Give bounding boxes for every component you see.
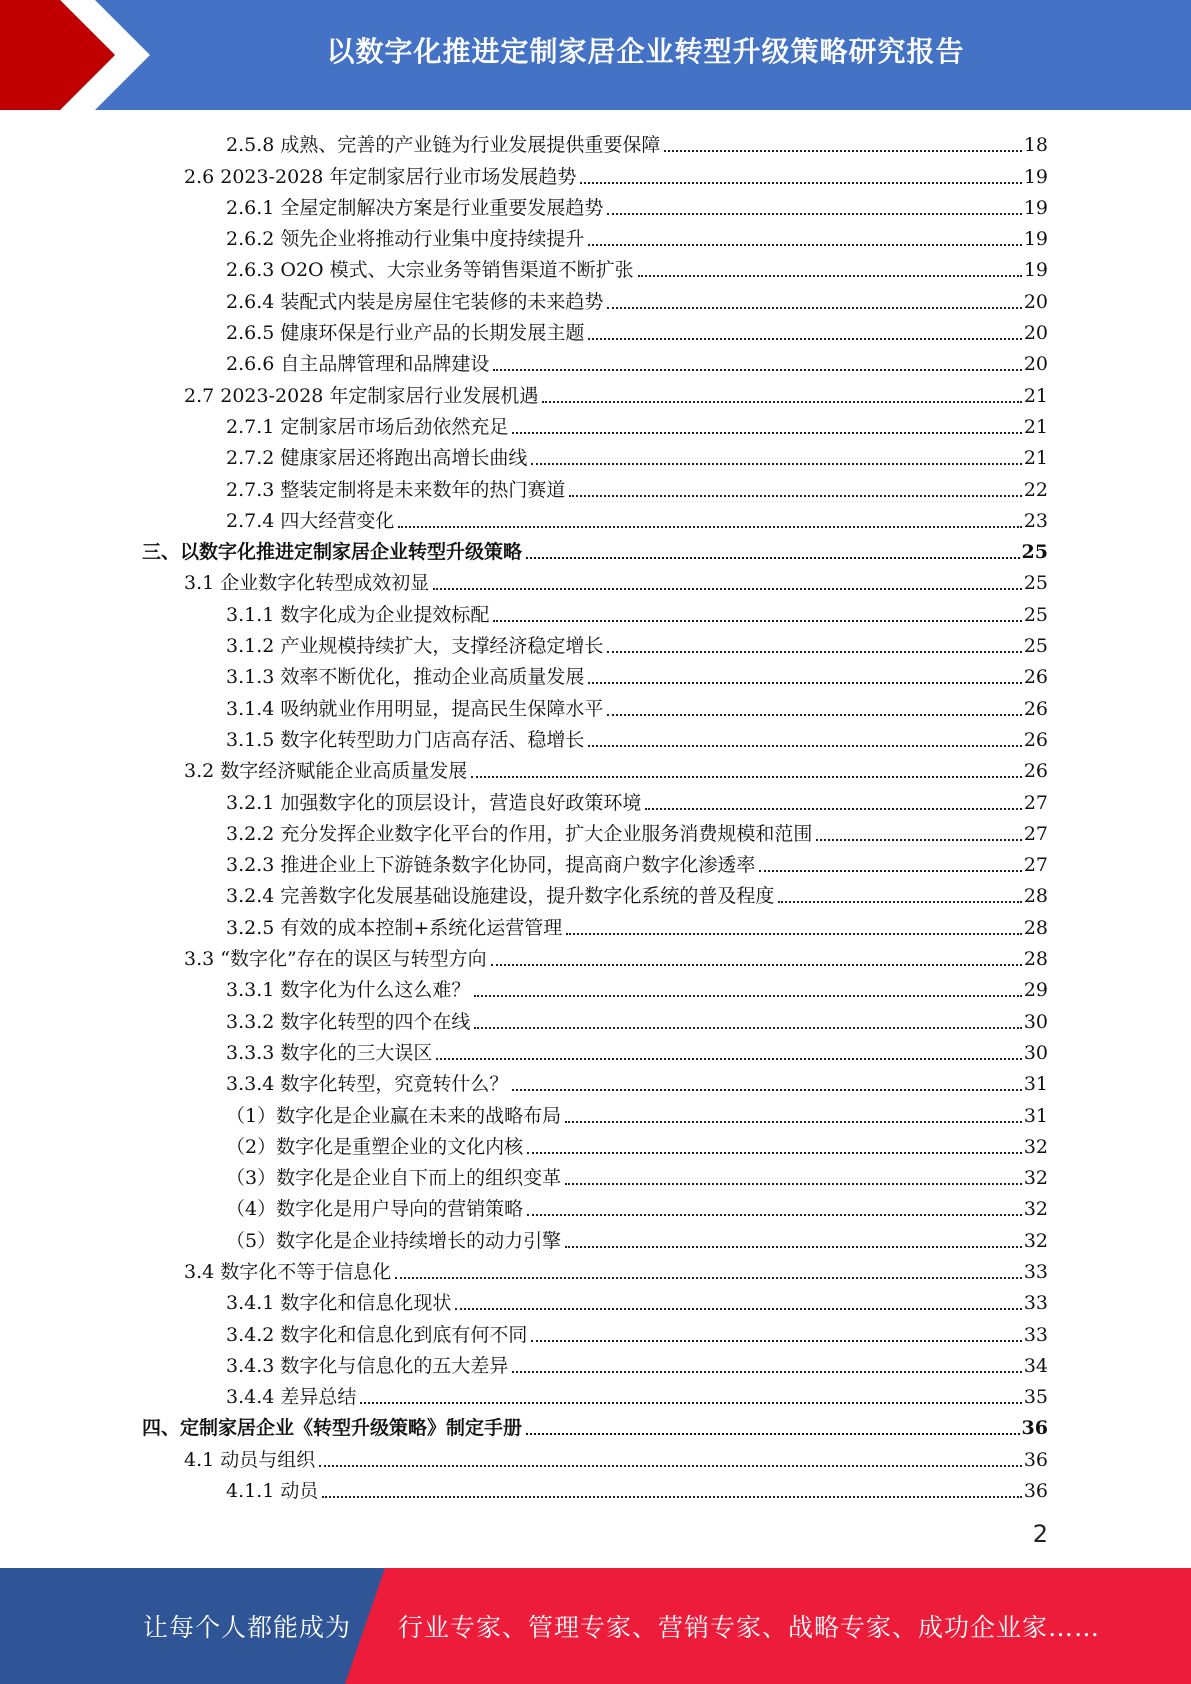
toc-entry-page: 36 <box>1021 1417 1048 1440</box>
toc-entry-title: 2.7 2023-2028 年定制家居行业发展机遇 <box>184 384 539 407</box>
toc-dot-leader <box>759 870 1021 872</box>
toc-entry-page: 28 <box>1023 916 1048 939</box>
toc-entry-page: 34 <box>1023 1354 1048 1377</box>
toc-entry-title: 3.4.2 数字化和信息化到底有何不同 <box>226 1323 528 1346</box>
toc-dot-leader <box>566 933 1022 935</box>
toc-entry[interactable] <box>142 221 1048 252</box>
toc-entry-title: 3.2.2 充分发挥企业数字化平台的作用，扩大企业服务消费规模和范围 <box>226 822 813 845</box>
toc-entry-page: 20 <box>1023 322 1048 345</box>
toc-entry-page: 32 <box>1023 1198 1048 1221</box>
toc-entry[interactable] <box>142 1441 1048 1472</box>
toc-dot-leader <box>569 495 1021 497</box>
toc-entry[interactable] <box>142 534 1048 565</box>
toc-dot-leader <box>588 745 1021 747</box>
toc-entry-page: 19 <box>1023 259 1048 282</box>
toc-dot-leader <box>360 1402 1021 1404</box>
toc-entry-page: 36 <box>1023 1448 1048 1471</box>
toc-entry-title: 2.6 2023-2028 年定制家居行业市场发展趋势 <box>184 165 577 188</box>
toc-entry-title: 3.2.5 有效的成本控制+系统化运营管理 <box>226 916 563 939</box>
toc-entry-page: 21 <box>1023 384 1048 407</box>
toc-dot-leader <box>433 588 1022 590</box>
toc-entry-title: 3.1.4 吸纳就业作用明显，提高民生保障水平 <box>226 697 604 720</box>
page-footer <box>0 1568 1191 1684</box>
toc-dot-leader <box>512 432 1021 434</box>
toc-entry-title: 3.1.2 产业规模持续扩大，支撑经济稳定增长 <box>226 635 604 658</box>
toc-entry[interactable] <box>142 409 1048 440</box>
footer-slogan-roles: 行业专家、管理专家、营销专家、战略专家、成功企业家…… <box>398 1613 1101 1642</box>
toc-entry-page: 22 <box>1023 478 1048 501</box>
toc-entry-page: 26 <box>1023 666 1048 689</box>
toc-entry-title: 四、定制家居企业《转型升级策略》制定手册 <box>142 1417 523 1440</box>
toc-entry-title: 3.3 “数字化”存在的误区与转型方向 <box>184 948 487 971</box>
toc-entry-title: 4.1 动员与组织 <box>184 1448 316 1471</box>
toc-dot-leader <box>607 714 1021 716</box>
toc-entry-title: 3.2 数字经济赋能企业高质量发展 <box>184 760 468 783</box>
toc-entry-page: 35 <box>1023 1386 1048 1409</box>
toc-entry[interactable] <box>142 1254 1048 1285</box>
toc-entry-page: 30 <box>1023 1010 1048 1033</box>
toc-dot-leader <box>588 244 1021 246</box>
toc-entry[interactable] <box>142 1379 1048 1410</box>
toc-dot-leader <box>588 682 1021 684</box>
toc-dot-leader <box>607 651 1021 653</box>
toc-dot-leader <box>778 901 1021 903</box>
toc-entry-title: （4）数字化是用户导向的营销策略 <box>226 1198 524 1221</box>
toc-entry-page: 31 <box>1023 1073 1048 1096</box>
toc-entry[interactable] <box>142 847 1048 878</box>
toc-entry-title: 3.2.4 完善数字化发展基础设施建设，提升数字化系统的普及程度 <box>226 885 775 908</box>
toc-entry-title: 2.7.3 整装定制将是未来数年的热门赛道 <box>226 478 566 501</box>
toc-dot-leader <box>474 1027 1021 1029</box>
toc-entry[interactable] <box>142 158 1048 189</box>
toc-entry-page: 32 <box>1023 1135 1048 1158</box>
toc-entry-page: 19 <box>1023 228 1048 251</box>
toc-entry-title: 3.1.5 数字化转型助力门店高存活、稳增长 <box>226 728 585 751</box>
toc-entry-page: 21 <box>1023 447 1048 470</box>
toc-dot-leader <box>607 307 1021 309</box>
toc-entry[interactable] <box>142 659 1048 690</box>
toc-entry-title: 3.3.2 数字化转型的四个在线 <box>226 1010 471 1033</box>
toc-entry-title: 3.3.1 数字化为什么这么难？ <box>226 979 471 1002</box>
toc-entry-page: 28 <box>1023 948 1048 971</box>
toc-entry[interactable] <box>142 816 1048 847</box>
toc-entry-title: 3.4.3 数字化与信息化的五大差异 <box>226 1354 509 1377</box>
toc-entry[interactable] <box>142 1160 1048 1191</box>
toc-entry-page: 31 <box>1023 1104 1048 1127</box>
toc-entry[interactable] <box>142 346 1048 377</box>
toc-dot-leader <box>322 1496 1021 1498</box>
toc-dot-leader <box>531 463 1021 465</box>
toc-entry[interactable] <box>142 1066 1048 1097</box>
toc-dot-leader <box>319 1465 1022 1467</box>
toc-entry[interactable] <box>142 596 1048 627</box>
toc-dot-leader <box>565 1121 1022 1123</box>
toc-dot-leader <box>493 369 1021 371</box>
toc-entry-page: 33 <box>1023 1292 1048 1315</box>
toc-entry-page: 21 <box>1023 415 1048 438</box>
toc-dot-leader <box>527 1214 1022 1216</box>
toc-entry-page: 18 <box>1023 134 1048 157</box>
toc-entry[interactable] <box>142 878 1048 909</box>
toc-entry-page: 26 <box>1023 697 1048 720</box>
toc-entry[interactable] <box>142 628 1048 659</box>
toc-entry[interactable] <box>142 127 1048 158</box>
toc-entry-page: 30 <box>1023 1041 1048 1064</box>
page-header <box>0 0 1191 110</box>
toc-entry-page: 27 <box>1023 791 1048 814</box>
toc-dot-leader <box>512 1089 1021 1091</box>
toc-dot-leader <box>565 1246 1022 1248</box>
toc-entry-title: 3.2.3 推进企业上下游链条数字化协同，提高商户数字化渗透率 <box>226 854 756 877</box>
toc-dot-leader <box>526 1433 1020 1435</box>
toc-entry[interactable] <box>142 722 1048 753</box>
toc-entry-title: （3）数字化是企业自下而上的组织变革 <box>226 1167 562 1190</box>
toc-entry[interactable] <box>142 471 1048 502</box>
page-number: 2 <box>1032 1520 1048 1548</box>
report-title: 以数字化推进定制家居企业转型升级策略研究报告 <box>326 35 965 68</box>
toc-entry-page: 26 <box>1023 728 1048 751</box>
toc-entry-page: 33 <box>1023 1323 1048 1346</box>
toc-dot-leader <box>491 964 1022 966</box>
toc-entry[interactable] <box>142 1097 1048 1128</box>
toc-dot-leader <box>395 1277 1022 1279</box>
toc-entry-title: 2.7.2 健康家居还将跑出高增长曲线 <box>226 447 528 470</box>
toc-entry-page: 19 <box>1023 196 1048 219</box>
toc-entry-title: 4.1.1 动员 <box>226 1480 319 1503</box>
toc-dot-leader <box>398 526 1021 528</box>
toc-entry[interactable] <box>142 690 1048 721</box>
toc-entry[interactable] <box>142 190 1048 221</box>
toc-entry-title: 2.6.1 全屋定制解决方案是行业重要发展趋势 <box>226 196 604 219</box>
toc-dot-leader <box>493 620 1021 622</box>
toc-entry[interactable] <box>142 1348 1048 1379</box>
toc-entry-page: 25 <box>1023 635 1048 658</box>
footer-slogan-lead: 让每个人都能成为 <box>143 1613 352 1642</box>
toc-entry[interactable] <box>142 909 1048 940</box>
toc-dot-leader <box>542 401 1021 403</box>
toc-entry-title: 2.6.2 领先企业将推动行业集中度持续提升 <box>226 228 585 251</box>
toc-entry-title: 3.4.4 差异总结 <box>226 1386 357 1409</box>
toc-entry-page: 25 <box>1023 572 1048 595</box>
toc-entry-page: 27 <box>1023 854 1048 877</box>
toc-dot-leader <box>607 213 1021 215</box>
toc-entry[interactable] <box>142 1473 1048 1504</box>
toc-entry-page: 32 <box>1023 1167 1048 1190</box>
toc-entry-page: 19 <box>1023 165 1048 188</box>
toc-entry[interactable] <box>142 1316 1048 1347</box>
toc-dot-leader <box>638 275 1022 277</box>
toc-entry-title: （1）数字化是企业赢在未来的战略布局 <box>226 1104 562 1127</box>
toc-entry[interactable] <box>142 377 1048 408</box>
toc-entry-title: 3.1 企业数字化转型成效初显 <box>184 572 430 595</box>
toc-entry-title: （5）数字化是企业持续增长的动力引擎 <box>226 1229 562 1252</box>
toc-dot-leader <box>455 1308 1021 1310</box>
toc-entry-title: 3.4 数字化不等于信息化 <box>184 1260 392 1283</box>
toc-entry-page: 33 <box>1023 1260 1048 1283</box>
toc-entry-title: 三、以数字化推进定制家居企业转型升级策略 <box>142 541 523 564</box>
toc-entry[interactable] <box>142 972 1048 1003</box>
toc-dot-leader <box>512 1371 1021 1373</box>
toc-entry[interactable] <box>142 941 1048 972</box>
toc-entry-page: 29 <box>1023 979 1048 1002</box>
toc-entry[interactable] <box>142 1003 1048 1034</box>
toc-entry[interactable] <box>142 1410 1048 1441</box>
toc-entry-title: 3.3.4 数字化转型，究竟转什么？ <box>226 1073 509 1096</box>
toc-entry-page: 26 <box>1023 760 1048 783</box>
toc-entry-title: 2.7.1 定制家居市场后劲依然充足 <box>226 415 509 438</box>
toc-entry-title: 3.3.3 数字化的三大误区 <box>226 1041 433 1064</box>
toc-dot-leader <box>527 1152 1022 1154</box>
toc-dot-leader <box>565 1183 1022 1185</box>
toc-entry[interactable] <box>142 315 1048 346</box>
toc-entry-page: 28 <box>1023 885 1048 908</box>
toc-entry-title: 2.6.3 O2O 模式、大宗业务等销售渠道不断扩张 <box>226 259 634 282</box>
toc-entry[interactable] <box>142 440 1048 471</box>
table-of-contents <box>142 127 1048 1504</box>
toc-entry-page: 23 <box>1023 509 1048 532</box>
toc-entry-title: 2.6.4 装配式内装是房屋住宅装修的未来趋势 <box>226 290 604 313</box>
header-chevron-icon <box>0 0 150 110</box>
toc-dot-leader <box>816 839 1021 841</box>
toc-entry-title: 3.4.1 数字化和信息化现状 <box>226 1292 452 1315</box>
toc-dot-leader <box>645 808 1021 810</box>
toc-dot-leader <box>474 995 1021 997</box>
toc-entry[interactable] <box>142 1191 1048 1222</box>
toc-entry[interactable] <box>142 252 1048 283</box>
toc-dot-leader <box>471 776 1022 778</box>
toc-entry-page: 27 <box>1023 822 1048 845</box>
toc-entry-title: 2.6.5 健康环保是行业产品的长期发展主题 <box>226 322 585 345</box>
toc-entry-page: 36 <box>1023 1480 1048 1503</box>
toc-entry-title: 3.1.1 数字化成为企业提效标配 <box>226 603 490 626</box>
toc-entry-title: 3.1.3 效率不断优化，推动企业高质量发展 <box>226 666 585 689</box>
toc-entry-title: （2）数字化是重塑企业的文化内核 <box>226 1135 524 1158</box>
toc-entry[interactable] <box>142 1222 1048 1253</box>
toc-entry[interactable] <box>142 503 1048 534</box>
toc-dot-leader <box>526 557 1020 559</box>
toc-dot-leader <box>436 1058 1021 1060</box>
toc-entry-title: 2.6.6 自主品牌管理和品牌建设 <box>226 353 490 376</box>
toc-dot-leader <box>664 150 1021 152</box>
toc-entry[interactable] <box>142 753 1048 784</box>
toc-entry-page: 25 <box>1023 603 1048 626</box>
toc-dot-leader <box>580 182 1021 184</box>
toc-entry-page: 25 <box>1021 541 1048 564</box>
toc-entry-title: 2.5.8 成熟、完善的产业链为行业发展提供重要保障 <box>226 134 661 157</box>
toc-entry[interactable] <box>142 565 1048 596</box>
toc-entry[interactable] <box>142 283 1048 314</box>
toc-entry-page: 20 <box>1023 290 1048 313</box>
toc-entry[interactable] <box>142 1285 1048 1316</box>
toc-entry-page: 32 <box>1023 1229 1048 1252</box>
toc-entry[interactable] <box>142 1035 1048 1066</box>
toc-entry[interactable] <box>142 784 1048 815</box>
toc-entry-title: 2.7.4 四大经营变化 <box>226 509 395 532</box>
toc-dot-leader <box>531 1340 1021 1342</box>
toc-entry-page: 20 <box>1023 353 1048 376</box>
toc-entry-title: 3.2.1 加强数字化的顶层设计，营造良好政策环境 <box>226 791 642 814</box>
toc-dot-leader <box>588 338 1021 340</box>
toc-entry[interactable] <box>142 1129 1048 1160</box>
